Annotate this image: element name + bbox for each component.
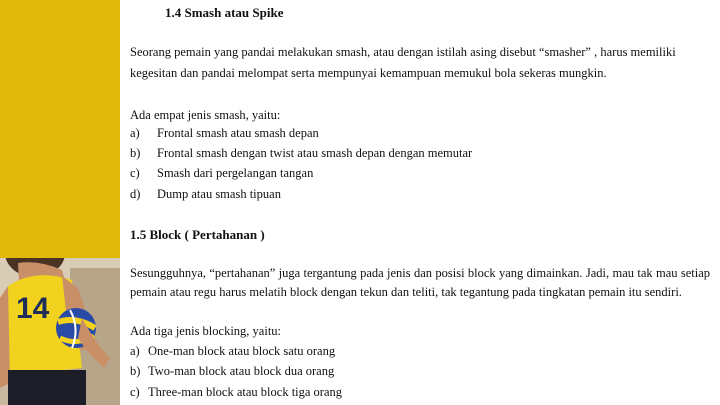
list-item <box>130 384 342 400</box>
left-decor-panel <box>0 0 120 405</box>
list-marker: d) <box>130 187 141 201</box>
list-marker: b) <box>130 364 141 378</box>
list-item <box>130 363 334 379</box>
list-item <box>130 145 472 161</box>
list-item <box>130 343 335 359</box>
list-item <box>130 186 281 202</box>
volleyball-player-photo <box>0 258 120 405</box>
jersey-number: 14 <box>16 292 50 325</box>
list-item-text: Smash dari pergelangan tangan <box>157 166 314 180</box>
block-list-intro: Ada tiga jenis blocking, yaitu: <box>130 324 282 338</box>
list-item-text: One-man block atau block satu orang <box>148 344 336 358</box>
paragraph-block: Sesungguhnya, “pertahanan” juga tergantung pada jenis dan posisi block yang dimainkan. Jadi, mau tak mau setiap pemain atau regu harus melatih block dengan tekun dan teliti, tak tegantung pada tingkatan pemain itu sendiri. <box>130 266 710 299</box>
smash-list-intro: Ada empat jenis smash, yaitu: <box>130 108 281 122</box>
list-item <box>130 165 313 181</box>
list-marker: a) <box>130 126 140 140</box>
list-marker: a) <box>130 344 140 358</box>
list-item-text: Two-man block atau block dua orang <box>148 364 335 378</box>
list-item <box>130 125 319 141</box>
paragraph-smash: Seorang pemain yang pandai melakukan smash, atau dengan istilah asing disebut “smasher” , harus memiliki kegesitan dan pandai melompat serta mempunyai kemampuan memukul bola sekeras mungkin. <box>130 45 676 80</box>
yellow-accent-band <box>0 0 120 258</box>
heading-smash: 1.4 Smash atau Spike <box>165 5 284 20</box>
list-marker: c) <box>130 385 140 399</box>
list-item-text: Frontal smash dengan twist atau smash depan dengan memutar <box>157 146 473 160</box>
list-item-text: Three-man block atau block tiga orang <box>148 385 343 399</box>
list-marker: c) <box>130 166 140 180</box>
heading-block: 1.5 Block ( Pertahanan ) <box>130 227 265 242</box>
list-item-text: Frontal smash atau smash depan <box>157 126 319 140</box>
list-item-text: Dump atau smash tipuan <box>157 187 281 201</box>
list-marker: b) <box>130 146 141 160</box>
